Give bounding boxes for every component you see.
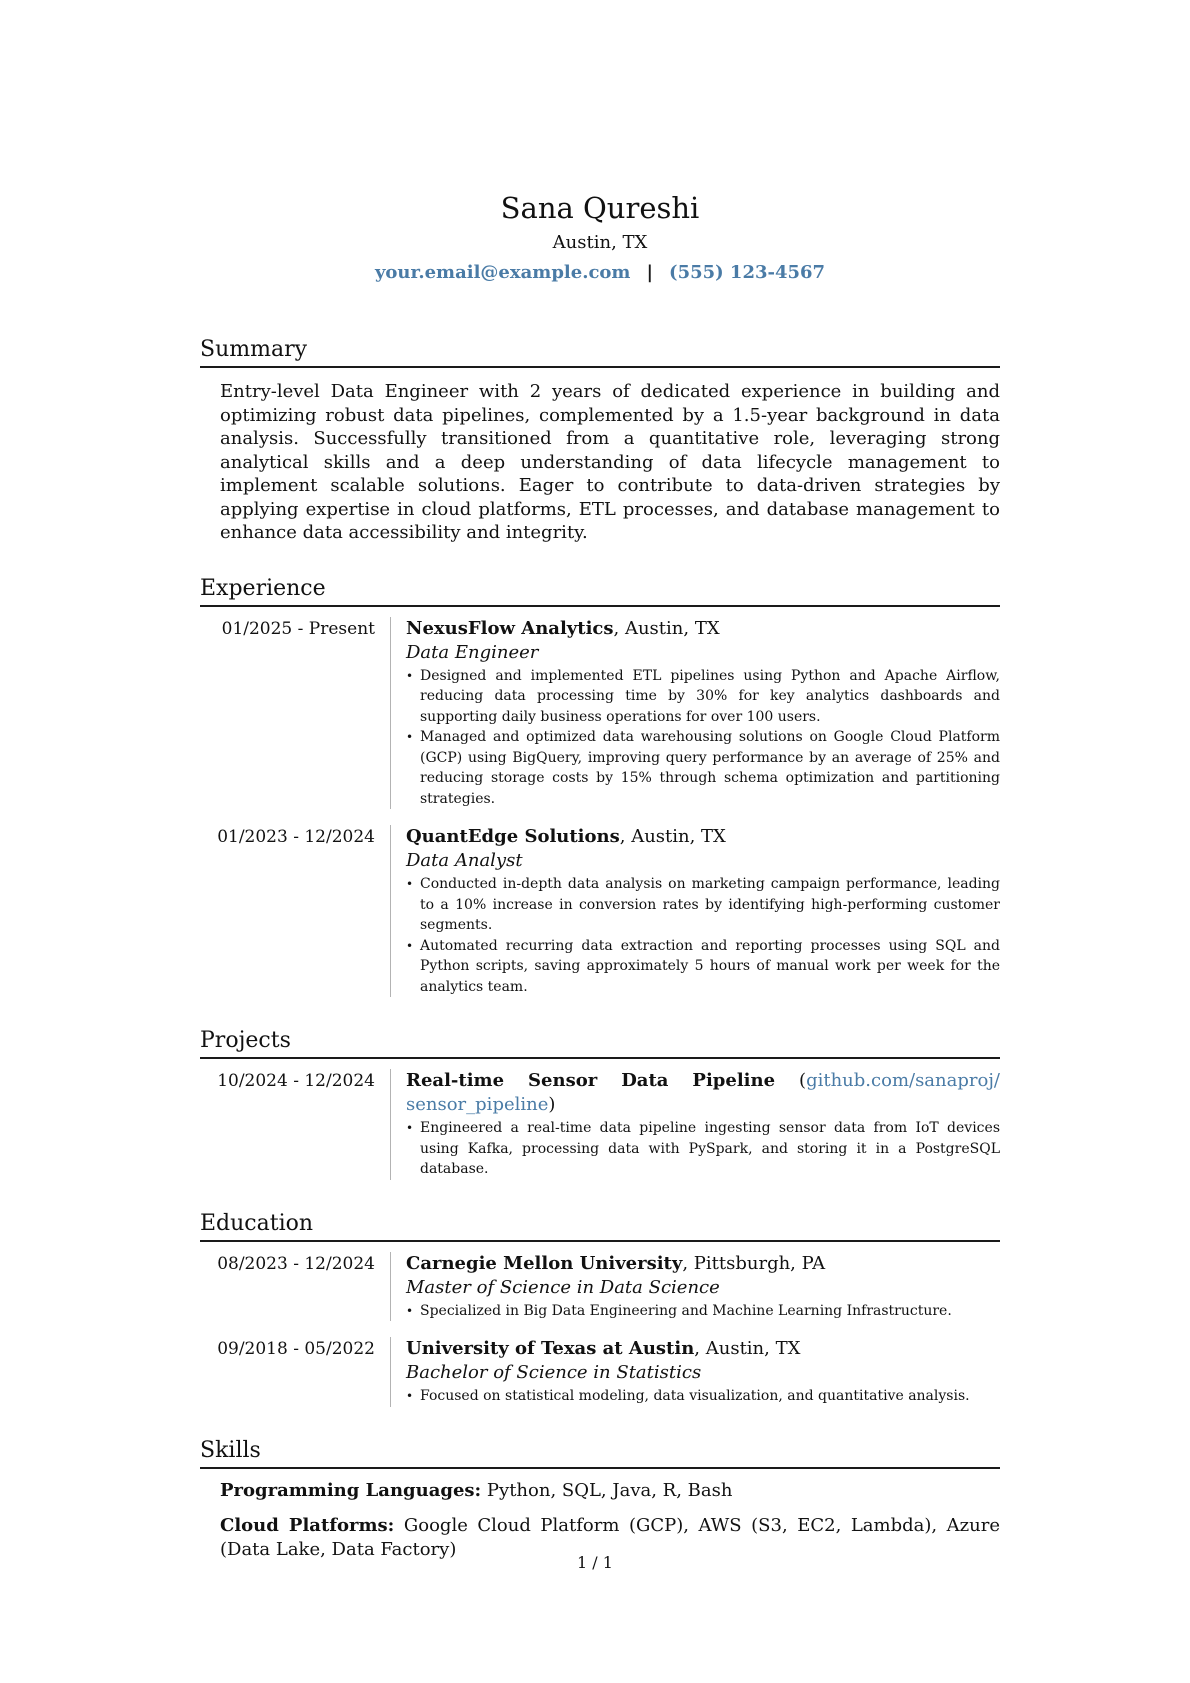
bullet-list [406, 666, 1000, 810]
entry-body [390, 1069, 1000, 1180]
school-name: University of Texas at Austin [406, 1338, 695, 1359]
summary-text: Entry-level Data Engineer with 2 years of dedicated experience in building and optimizing robust data pipelines, complemented by a 1.5-year background in data analysis. Successfully transitioned from a quantitative role, leveraging strong analytical skills and a deep understanding of data lifecycle management to implement scalable solutions. Eager to contribute to data-driven strategies by applying expertise in cloud platforms, ETL processes, and database management to enhance data accessibility and integrity. [220, 381, 1000, 543]
bullet-item: • Designed and implemented ETL pipelines using Python and Apache Airflow, reducing data processing time by 30% for key analytics dashboards and supporting daily business operations for over 100 users. [406, 666, 1000, 728]
skills-list [200, 1479, 1000, 1562]
company-location: , Austin, TX [613, 617, 720, 639]
resume-page [200, 190, 1000, 1591]
entry-heading [406, 1252, 1000, 1276]
project-link-wrapper [799, 1069, 1000, 1093]
bullet-list [406, 1301, 1000, 1322]
job-title: Data Engineer [406, 641, 539, 663]
entry-body [390, 1252, 1000, 1322]
entry-date: 10/2024 - 12/2024 [217, 1071, 375, 1091]
entry-heading [406, 1337, 1000, 1361]
summary-section [200, 336, 1000, 545]
project-link-continuation [406, 1093, 1000, 1116]
section-title-skills: Skills [200, 1437, 1000, 1469]
contact-separator: | [646, 262, 654, 283]
skill-value: Python, SQL, Java, R, Bash [481, 1479, 733, 1501]
candidate-location: Austin, TX [552, 232, 648, 253]
bullet-list [406, 1386, 1000, 1407]
project-repo-link[interactable]: github.com/sanaproj/ [806, 1070, 1000, 1091]
section-title-summary: Summary [200, 336, 1000, 368]
projects-section [200, 1027, 1000, 1180]
job-title: Data Analyst [406, 850, 523, 871]
skill-row [220, 1479, 1000, 1503]
entry-heading [406, 825, 1000, 849]
skill-label: Cloud Platforms: [220, 1515, 395, 1536]
skill-label: Programming Languages: [220, 1479, 482, 1501]
phone-link[interactable]: (555) 123-4567 [669, 262, 826, 283]
section-title-education: Education [200, 1210, 1000, 1242]
entry-body [390, 825, 1000, 997]
entry-heading [406, 617, 1000, 641]
education-entry [200, 1337, 1000, 1407]
company-location: , Austin, TX [619, 826, 726, 847]
school-location: , Austin, TX [694, 1338, 801, 1359]
project-repo-link-continued[interactable]: sensor_pipeline [406, 1094, 549, 1115]
entry-date: 01/2025 - Present [221, 618, 375, 639]
contact-line [200, 260, 1000, 286]
degree-title: Bachelor of Science in Statistics [406, 1362, 702, 1383]
candidate-name: Sana Qureshi [500, 191, 700, 225]
entry-date: 01/2023 - 12/2024 [217, 827, 375, 847]
bullet-item: • Focused on statistical modeling, data visualization, and quantitative analysis. [406, 1386, 1000, 1407]
bullet-list [406, 874, 1000, 997]
school-name: Carnegie Mellon University [406, 1252, 683, 1274]
paren-open: ( [799, 1070, 807, 1091]
degree-title: Master of Science in Data Science [406, 1276, 720, 1298]
project-name-word: Sensor [528, 1070, 598, 1091]
bullet-item: • Conducted in-depth data analysis on marketing campaign performance, leading to a 10% increase in conversion rates by identifying high-performing customer segments. [406, 874, 1000, 936]
project-name-word: Real-time [406, 1070, 505, 1091]
company-name: QuantEdge Solutions [406, 826, 620, 847]
entry-date: 09/2018 - 05/2022 [217, 1339, 375, 1359]
experience-entry [200, 825, 1000, 997]
skill-value: Google Cloud Platform (GCP), AWS (S3, EC2, Lambda), Azure (Data Lake, Data Factory) [220, 1515, 1000, 1560]
education-entry [200, 1252, 1000, 1322]
section-title-experience: Experience [200, 575, 1000, 607]
experience-section [200, 575, 1000, 998]
bullet-item: • Managed and optimized data warehousing solutions on Google Cloud Platform (GCP) using BigQuery, improving query performance by an average of 25% and reducing storage costs by 15% through schema optimization and partitioning strategies. [406, 727, 1000, 809]
entry-date: 08/2023 - 12/2024 [217, 1253, 375, 1274]
page-indicator: 1 / 1 [577, 1553, 613, 1572]
bullet-list [406, 1118, 1000, 1180]
section-title-projects: Projects [200, 1027, 1000, 1059]
paren-close: ) [548, 1094, 556, 1115]
entry-body [390, 617, 1000, 810]
company-name: NexusFlow Analytics [406, 617, 614, 639]
skills-section [200, 1437, 1000, 1562]
project-entry [200, 1069, 1000, 1180]
bullet-item: • Automated recurring data extraction and reporting processes using SQL and Python scripts, saving approximately 5 hours of manual work per week for the analytics team. [406, 936, 1000, 998]
experience-entry [200, 617, 1000, 810]
project-heading [406, 1069, 1000, 1093]
school-location: , Pittsburgh, PA [682, 1252, 826, 1274]
bullet-item: • Engineered a real-time data pipeline ingesting sensor data from IoT devices using Kafka, processing data with PySpark, and storing it in a PostgreSQL database. [406, 1118, 1000, 1180]
education-section [200, 1210, 1000, 1407]
email-link[interactable]: your.email@example.com [374, 262, 631, 283]
entry-body [390, 1337, 1000, 1407]
project-name-word: Pipeline [692, 1070, 776, 1091]
project-name-word: Data [621, 1070, 669, 1091]
bullet-item: • Specialized in Big Data Engineering and Machine Learning Infrastructure. [406, 1301, 1000, 1322]
resume-header [200, 190, 1000, 286]
